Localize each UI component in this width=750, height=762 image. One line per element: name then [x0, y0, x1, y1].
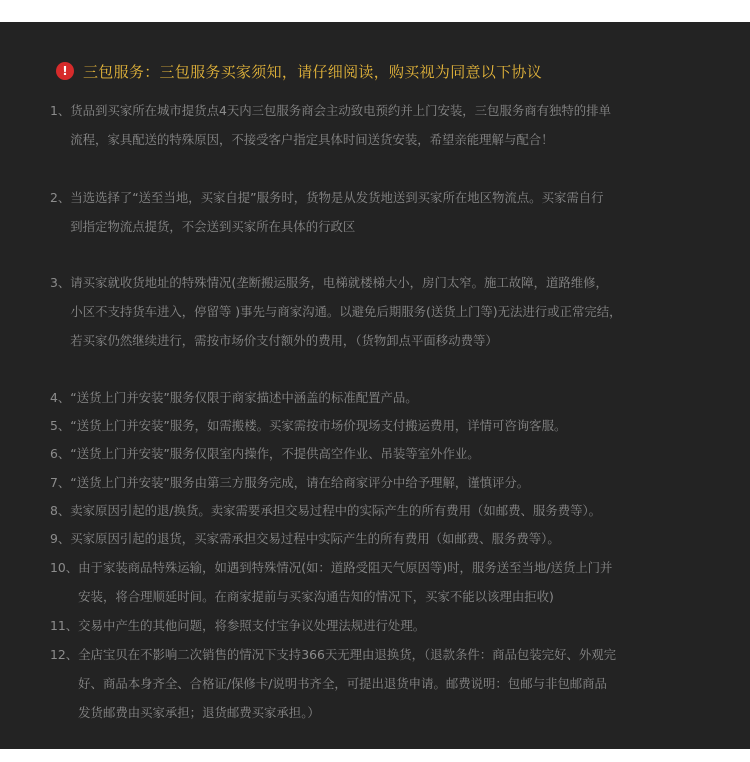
- item-line: 流程，家具配送的特殊原因，不接受客户指定具体时间送货安装，希望亲能理解与配合！: [70, 132, 554, 147]
- item-number: 7、: [50, 475, 71, 490]
- item-line: 由于家装商品特殊运输，如遇到特殊情况(如：道路受阻天气原因等)时，服务送至当地/送货上门并: [78, 560, 613, 575]
- item-number: 8、: [50, 503, 71, 518]
- item-number: 1、: [50, 103, 71, 118]
- item-number: 2、: [50, 190, 71, 205]
- item-body: [70, 383, 700, 412]
- terms-item: [50, 496, 700, 525]
- item-number: 5、: [50, 418, 71, 433]
- terms-item: [50, 524, 700, 553]
- item-number: 10、: [50, 560, 79, 575]
- item-line: 货品到买家所在城市提货点4天内三包服务商会主动致电预约并上门安装，三包服务商有独特的排单: [70, 103, 611, 118]
- terms-item: [50, 96, 700, 154]
- item-line: “送货上门并安装”服务，如需搬楼。买家需按市场价现场支付搬运费用，详情可咨询客服。: [70, 418, 567, 433]
- exclamation-warning-icon: !: [56, 62, 74, 80]
- item-body: [70, 96, 700, 154]
- item-number: 4、: [50, 390, 71, 405]
- item-line: 好、商品本身齐全、合格证/保修卡/说明书齐全，可提出退货申请。邮费说明：包邮与非包邮商品: [78, 676, 607, 691]
- terms-item: [50, 640, 700, 727]
- terms-item: [50, 439, 700, 468]
- item-number: 3、: [50, 275, 71, 290]
- terms-item: [50, 468, 700, 497]
- item-line: “送货上门并安装”服务仅限于商家描述中涵盖的标准配置产品。: [70, 390, 418, 405]
- terms-item: [50, 553, 700, 611]
- item-line: 小区不支持货车进入，停留等 )事先与商家沟通。以避免后期服务(送货上门等)无法进行或正常完结，: [70, 304, 622, 319]
- item-body: [78, 640, 700, 727]
- item-line: 全店宝贝在不影响二次销售的情况下支持366天无理由退换货，（退款条件：商品包装完好、外观完: [78, 647, 617, 662]
- item-line: “送货上门并安装”服务由第三方服务完成，请在给商家评分中给予理解，谨慎评分。: [70, 475, 530, 490]
- item-line: 卖家原因引起的退/换货。卖家需要承担交易过程中的实际产生的所有费用（如邮费、服务费等）。: [70, 503, 602, 518]
- item-body: [70, 524, 700, 553]
- item-line: 当选选择了“送至当地，买家自提”服务时，货物是从发货地送到买家所在地区物流点。买家需自行: [70, 190, 604, 205]
- terms-item: [50, 268, 700, 355]
- terms-item: [50, 611, 700, 640]
- item-line: “送货上门并安装”服务仅限室内操作，不提供高空作业、吊装等室外作业。: [70, 446, 480, 461]
- item-body: [70, 439, 700, 468]
- terms-item: [50, 183, 700, 241]
- item-line: 交易中产生的其他问题，将参照支付宝争议处理法规进行处理。: [78, 618, 426, 633]
- item-number: 6、: [50, 446, 71, 461]
- item-body: [70, 411, 700, 440]
- terms-item: [50, 383, 700, 412]
- item-line: 到指定物流点提货，不会送到买家所在具体的行政区: [70, 219, 356, 234]
- terms-item: [50, 411, 700, 440]
- item-body: [70, 268, 700, 355]
- item-line: 若买家仍然继续进行，需按市场价支付额外的费用，（货物卸点平面移动费等）: [70, 333, 498, 348]
- item-line: 请买家就收货地址的特殊情况(垄断搬运服务，电梯就楼梯大小，房门太窄。施工故障，道路维修，: [70, 275, 608, 290]
- item-line: 安装，将合理顺延时间。在商家提前与买家沟通告知的情况下，买家不能以该理由拒收): [78, 589, 554, 604]
- notice-header: [56, 59, 542, 83]
- notice-title: 三包服务：三包服务买家须知，请仔细阅读，购买视为同意以下协议: [83, 62, 543, 81]
- item-number: 11、: [50, 618, 79, 633]
- item-number: 9、: [50, 531, 71, 546]
- item-line: 买家原因引起的退货，买家需承担交易过程中实际产生的所有费用（如邮费、服务费等）。: [70, 531, 560, 546]
- item-body: [70, 468, 700, 497]
- item-body: [78, 611, 700, 640]
- item-line: 发货邮费由买家承担；退货邮费买家承担。）: [78, 705, 320, 720]
- item-number: 12、: [50, 647, 79, 662]
- item-body: [70, 183, 700, 241]
- three-guarantees-notice-panel: [0, 22, 750, 749]
- item-body: [70, 496, 700, 525]
- item-body: [78, 553, 700, 611]
